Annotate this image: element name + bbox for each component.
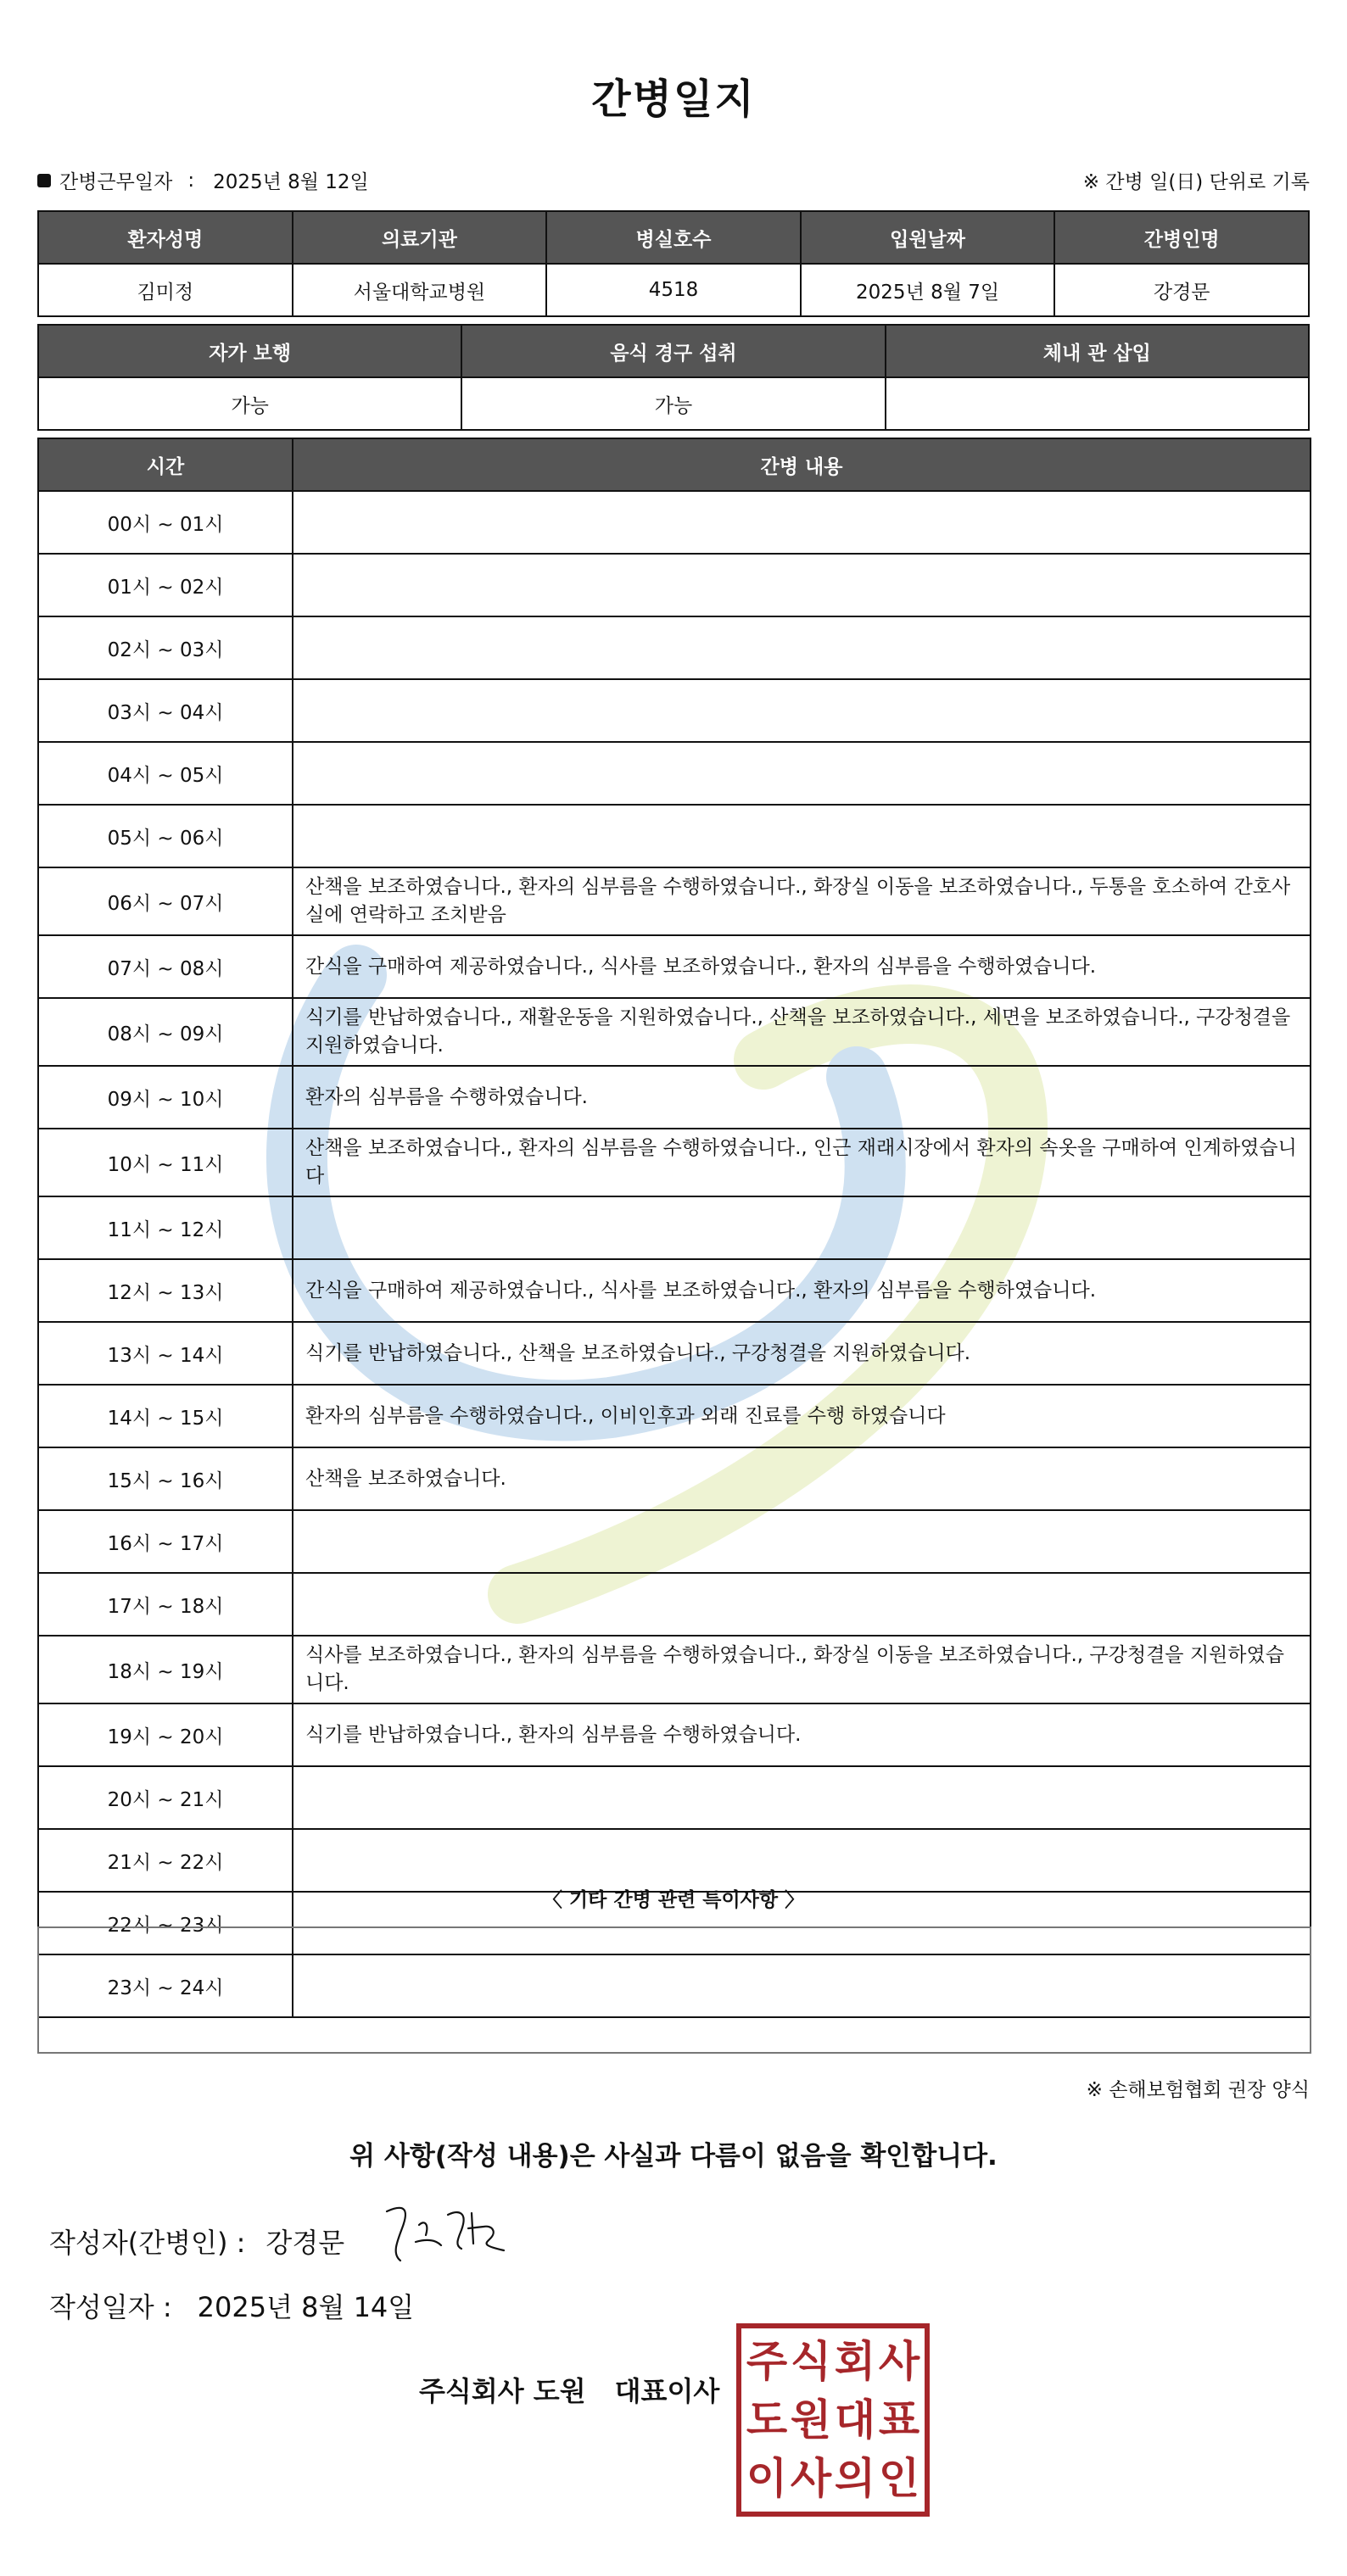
seal-char: 회 [834, 2336, 876, 2386]
table-row [38, 935, 1311, 998]
header-room-number: 병실호수 [546, 211, 801, 264]
time-slot: 08시 ~ 09시 [38, 998, 293, 1066]
written-date-value: 2025년 8월 14일 [197, 2291, 415, 2323]
seal-char: 사 [878, 2336, 920, 2386]
self-walking: 가능 [38, 377, 461, 430]
table-row [38, 1703, 1311, 1766]
table-row [38, 998, 1311, 1066]
header-care-content: 간병 내용 [293, 438, 1311, 491]
care-content: 식기를 반납하였습니다., 산책을 보조하였습니다., 구강청결을 지원하였습니다. [293, 1322, 1311, 1385]
table-row [38, 1196, 1311, 1259]
table-row [38, 679, 1311, 742]
time-slot: 01시 ~ 02시 [38, 554, 293, 616]
square-bullet-icon [37, 174, 51, 187]
time-slot: 06시 ~ 07시 [38, 867, 293, 935]
care-content: 식기를 반납하였습니다., 재활운동을 지원하였습니다., 산책을 보조하였습니다., 세면을 보조하였습니다., 구강청결을 지원하였습니다. [293, 998, 1311, 1066]
time-slot: 02시 ~ 03시 [38, 616, 293, 679]
table-row [38, 867, 1311, 935]
work-date-value: 2025년 8월 12일 [213, 171, 369, 193]
care-content: 환자의 심부름을 수행하였습니다., 이비인후과 외래 진료를 수행 하였습니다 [293, 1385, 1311, 1447]
seal-char: 대 [834, 2395, 876, 2445]
handwritten-signature [377, 2194, 529, 2271]
time-slot: 17시 ~ 18시 [38, 1573, 293, 1636]
care-content: 산책을 보조하였습니다. [293, 1447, 1311, 1510]
time-slot: 16시 ~ 17시 [38, 1510, 293, 1573]
table-row [38, 491, 1311, 554]
time-slot: 14시 ~ 15시 [38, 1385, 293, 1447]
oral-intake: 가능 [461, 377, 885, 430]
time-slot: 13시 ~ 14시 [38, 1322, 293, 1385]
header-oral-intake: 음식 경구 섭취 [461, 325, 885, 377]
tube-insertion [886, 377, 1309, 430]
care-content [293, 1829, 1311, 1892]
care-content: 식기를 반납하였습니다., 환자의 심부름을 수행하였습니다. [293, 1703, 1311, 1766]
table-row [38, 1573, 1311, 1636]
table-row [38, 805, 1311, 867]
header-tube-insertion: 체내 관 삽입 [886, 325, 1309, 377]
care-content [293, 679, 1311, 742]
time-slot: 20시 ~ 21시 [38, 1766, 293, 1829]
company-seal-stamp [736, 2323, 930, 2517]
header-time: 시간 [38, 438, 293, 491]
admission-date: 2025년 8월 7일 [801, 264, 1055, 316]
hourly-care-table [37, 438, 1311, 2018]
work-date-label: 간병근무일자 [59, 171, 173, 193]
table-row [38, 1385, 1311, 1447]
writer-line [49, 2222, 344, 2261]
care-content: 식사를 보조하였습니다., 환자의 심부름을 수행하였습니다., 화장실 이동을 보조하였습니다., 구강청결을 지원하였습니다. [293, 1636, 1311, 1703]
company-name: 주식회사 도원 [419, 2375, 586, 2407]
care-content [293, 1510, 1311, 1573]
daily-record-note: ※ 간병 일(日) 단위로 기록 [1082, 171, 1310, 193]
time-slot: 04시 ~ 05시 [38, 742, 293, 805]
table-row [38, 1322, 1311, 1385]
table-row [38, 1829, 1311, 1892]
header-self-walking: 자가 보행 [38, 325, 461, 377]
seal-char: 표 [878, 2395, 920, 2445]
confirmation-statement: 위 사항(작성 내용)은 사실과 다름이 없음을 확인합니다. [349, 2141, 998, 2172]
patient-status-table [37, 324, 1310, 431]
time-slot: 07시 ~ 08시 [38, 935, 293, 998]
patient-name: 김미정 [38, 264, 293, 316]
representative-title: 대표이사 [614, 2375, 720, 2407]
care-content [293, 742, 1311, 805]
hospital: 서울대학교병원 [293, 264, 547, 316]
care-content [293, 1766, 1311, 1829]
page-title: 간병일지 [591, 75, 756, 123]
writer-label: 작성자(간병인) : [49, 2227, 246, 2259]
table-row [38, 1129, 1311, 1196]
seal-char: 이 [746, 2454, 788, 2504]
header-caregiver-name: 간병인명 [1054, 211, 1309, 264]
table-row [38, 616, 1311, 679]
seal-char: 원 [790, 2395, 832, 2445]
time-slot: 03시 ~ 04시 [38, 679, 293, 742]
care-content [293, 1196, 1311, 1259]
seal-char: 의 [834, 2454, 876, 2504]
time-slot: 11시 ~ 12시 [38, 1196, 293, 1259]
work-date [37, 166, 369, 194]
seal-char: 도 [746, 2395, 788, 2445]
room-number: 4518 [546, 264, 801, 316]
care-content: 간식을 구매하여 제공하였습니다., 식사를 보조하였습니다., 환자의 심부름을 수행하였습니다. [293, 1259, 1311, 1322]
table-row [38, 1066, 1311, 1129]
meta-row [37, 166, 1310, 195]
time-slot: 21시 ~ 22시 [38, 1829, 293, 1892]
header-patient-name: 환자성명 [38, 211, 293, 264]
table-row [38, 554, 1311, 616]
special-notes-box [37, 1926, 1311, 2054]
seal-char: 인 [878, 2454, 920, 2504]
seal-char: 식 [790, 2336, 832, 2386]
header-admission-date: 입원날짜 [801, 211, 1055, 264]
table-row [38, 1259, 1311, 1322]
hour-rows [38, 491, 1311, 2017]
patient-info-table [37, 210, 1310, 317]
seal-char: 사 [790, 2454, 832, 2504]
care-content [293, 1573, 1311, 1636]
time-slot: 23시 ~ 24시 [38, 1954, 293, 2017]
header-hospital: 의료기관 [293, 211, 547, 264]
caregiver-name: 강경문 [1054, 264, 1309, 316]
writer-name: 강경문 [265, 2227, 345, 2259]
table-row [38, 742, 1311, 805]
time-slot: 18시 ~ 19시 [38, 1636, 293, 1703]
table-row [38, 1447, 1311, 1510]
care-content: 산책을 보조하였습니다., 환자의 심부름을 수행하였습니다., 인근 재래시장에서 환자의 속옷을 구매하여 인계하였습니다 [293, 1129, 1311, 1196]
table-row [38, 1510, 1311, 1573]
time-slot: 10시 ~ 11시 [38, 1129, 293, 1196]
care-content [293, 805, 1311, 867]
table-row [38, 1766, 1311, 1829]
time-slot: 00시 ~ 01시 [38, 491, 293, 554]
care-content: 산책을 보조하였습니다., 환자의 심부름을 수행하였습니다., 화장실 이동을 보조하였습니다., 두통을 호소하여 간호사실에 연락하고 조치받음 [293, 867, 1311, 935]
care-content [293, 554, 1311, 616]
care-content [293, 616, 1311, 679]
care-content: 환자의 심부름을 수행하였습니다. [293, 1066, 1311, 1129]
seal-char: 주 [746, 2336, 788, 2386]
care-content: 간식을 구매하여 제공하였습니다., 식사를 보조하였습니다., 환자의 심부름을 수행하였습니다. [293, 935, 1311, 998]
company-line [419, 2370, 719, 2409]
table-row [38, 1636, 1311, 1703]
special-notes-title: 〈 기타 간병 관련 특이사항 〉 [542, 1889, 805, 1911]
time-slot: 22시 ~ 23시 [38, 1892, 293, 1954]
written-date-label: 작성일자 : [49, 2291, 172, 2323]
work-date-colon: : [187, 169, 195, 192]
written-date-line [49, 2286, 414, 2325]
time-slot: 12시 ~ 13시 [38, 1259, 293, 1322]
time-slot: 09시 ~ 10시 [38, 1066, 293, 1129]
time-slot: 15시 ~ 16시 [38, 1447, 293, 1510]
time-slot: 19시 ~ 20시 [38, 1703, 293, 1766]
association-note: ※ 손해보험협회 권장 양식 [1086, 2079, 1310, 2101]
time-slot: 05시 ~ 06시 [38, 805, 293, 867]
care-content [293, 491, 1311, 554]
